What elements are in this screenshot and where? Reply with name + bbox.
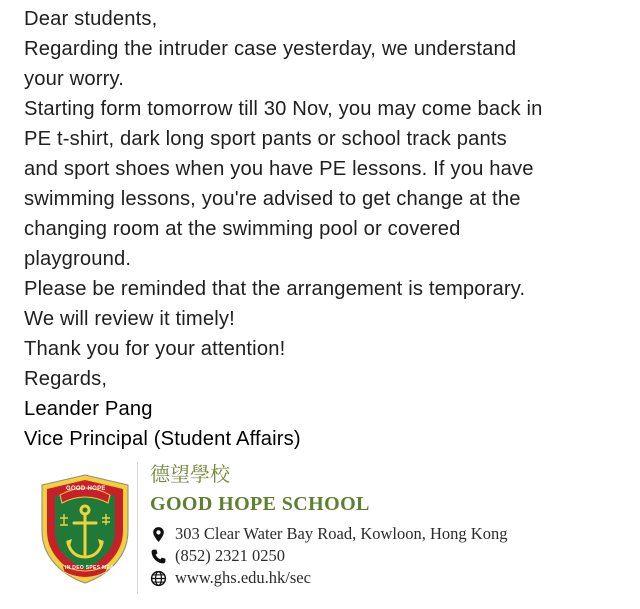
message-line: Thank you for your attention! [24, 338, 286, 360]
address-text: 303 Clear Water Bay Road, Kowloon, Hong Kong [175, 524, 508, 543]
vertical-divider [137, 462, 138, 594]
message-line: changing room at the swimming pool or covered [24, 218, 461, 240]
website-link[interactable]: www.ghs.edu.hk/sec [175, 568, 311, 587]
phone-icon [150, 548, 167, 565]
crest-top-text: GOOD HOPE [66, 486, 106, 492]
message-line: Dear students, [24, 8, 158, 30]
address-row [150, 523, 507, 545]
message-line: Starting form tomorrow till 30 Nov, you may come back in [24, 98, 543, 120]
message-body [24, 4, 628, 454]
message-line: PE t-shirt, dark long sport pants or school track pants [24, 128, 507, 150]
message-line: playground. [24, 248, 132, 270]
message-line: Regards, [24, 368, 108, 390]
message-line: Regarding the intruder case yesterday, we understand [24, 38, 517, 60]
message-line: and sport shoes when you have PE lessons. If you have [24, 158, 534, 180]
signature-title: Vice Principal (Student Affairs) [24, 428, 301, 450]
signature-name: Leander Pang [24, 398, 153, 420]
message-line: We will review it timely! [24, 308, 235, 330]
map-pin-icon [150, 526, 167, 543]
globe-icon [150, 570, 167, 587]
website-row [150, 567, 311, 589]
phone-row [150, 545, 285, 567]
school-signature-block [0, 456, 640, 609]
message-line: your worry. [24, 68, 124, 90]
phone-text[interactable]: (852) 2321 0250 [175, 546, 285, 565]
school-name-english: GOOD HOPE SCHOOL [150, 493, 370, 515]
crest-motto-text: IN DEO SPES MEA [65, 565, 114, 571]
message-line: swimming lessons, you're advised to get change at the [24, 188, 521, 210]
school-name-chinese: 德望學校 [150, 462, 230, 486]
message-line: Please be reminded that the arrangement is temporary. [24, 278, 526, 300]
